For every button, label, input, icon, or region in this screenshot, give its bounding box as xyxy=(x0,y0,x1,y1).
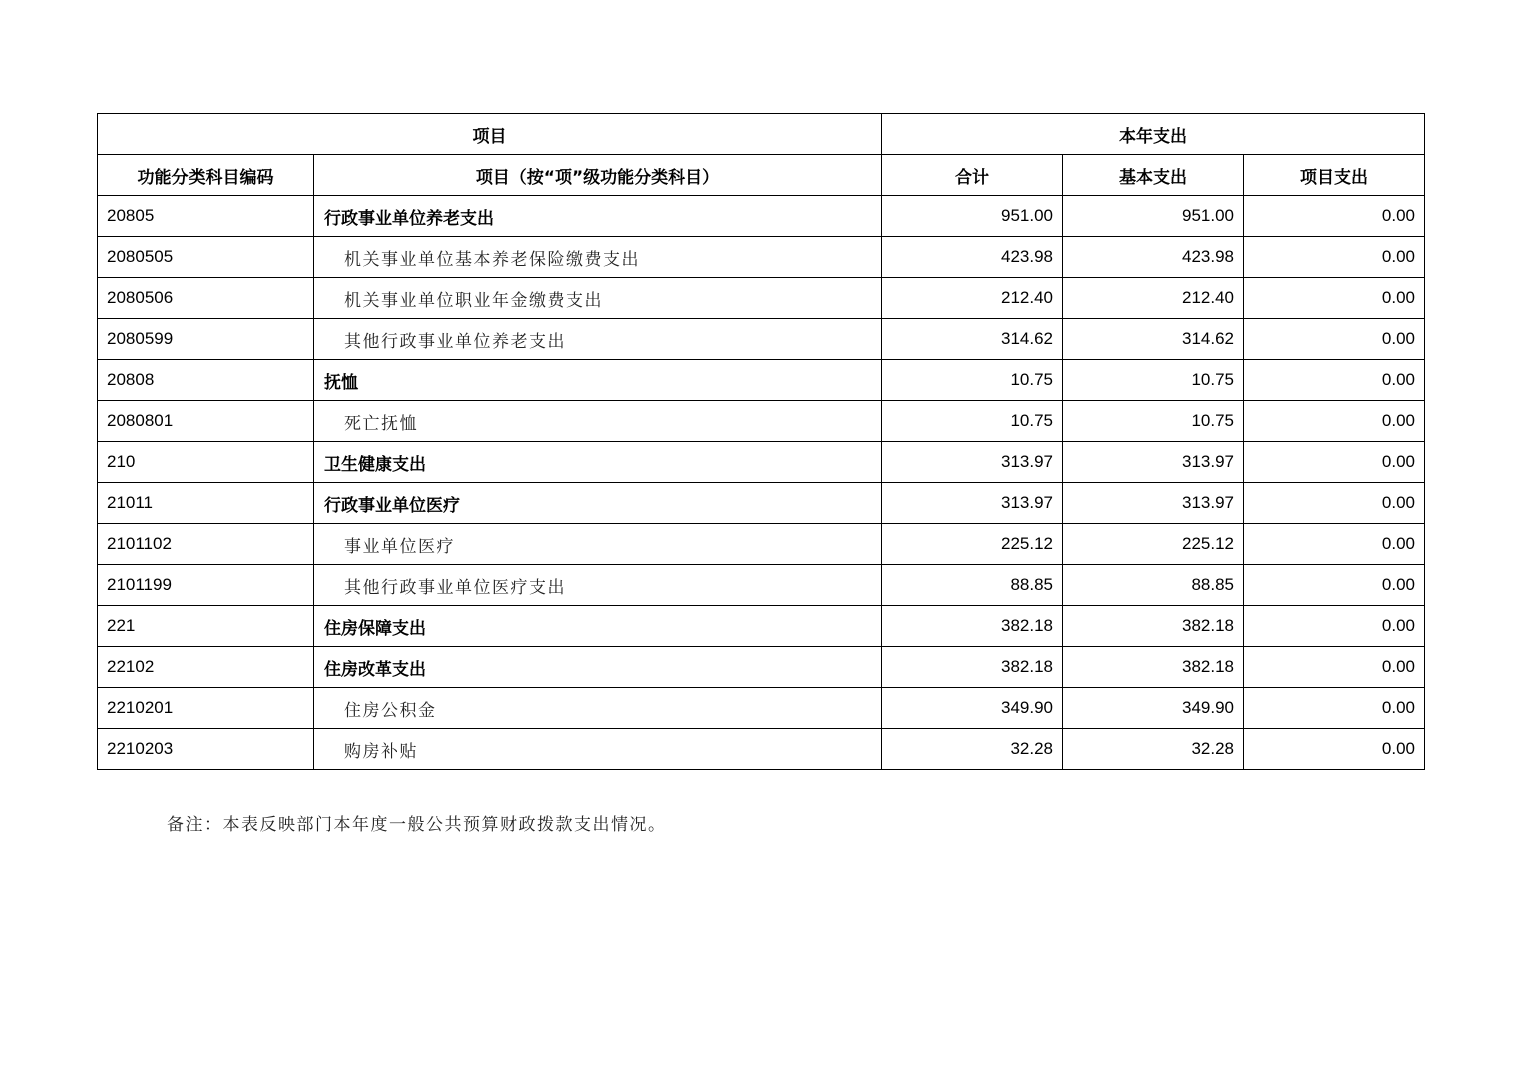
header-basic: 基本支出 xyxy=(1063,155,1244,196)
table-row xyxy=(98,524,1425,565)
row-project: 0.00 xyxy=(1244,688,1425,729)
row-total: 10.75 xyxy=(882,360,1063,401)
row-code: 2210203 xyxy=(98,729,314,770)
table-row xyxy=(98,606,1425,647)
row-basic: 349.90 xyxy=(1063,688,1244,729)
table-header-row-top xyxy=(98,114,1425,155)
budget-table-container xyxy=(97,113,1424,770)
row-project: 0.00 xyxy=(1244,442,1425,483)
row-item-name: 事业单位医疗 xyxy=(314,524,882,565)
row-basic: 423.98 xyxy=(1063,237,1244,278)
row-basic: 382.18 xyxy=(1063,606,1244,647)
table-row xyxy=(98,565,1425,606)
row-project: 0.00 xyxy=(1244,483,1425,524)
table-row xyxy=(98,442,1425,483)
row-total: 225.12 xyxy=(882,524,1063,565)
header-name: 项目（按“项”级功能分类科目） xyxy=(314,155,882,196)
row-item-name: 行政事业单位养老支出 xyxy=(314,196,882,237)
row-item-name: 住房改革支出 xyxy=(314,647,882,688)
row-total: 313.97 xyxy=(882,442,1063,483)
row-basic: 225.12 xyxy=(1063,524,1244,565)
row-basic: 951.00 xyxy=(1063,196,1244,237)
row-total: 382.18 xyxy=(882,647,1063,688)
row-code: 2080505 xyxy=(98,237,314,278)
row-basic: 10.75 xyxy=(1063,401,1244,442)
table-row xyxy=(98,278,1425,319)
row-total: 382.18 xyxy=(882,606,1063,647)
row-total: 314.62 xyxy=(882,319,1063,360)
row-total: 349.90 xyxy=(882,688,1063,729)
header-project: 项目 xyxy=(98,114,882,155)
row-code: 2080506 xyxy=(98,278,314,319)
row-basic: 313.97 xyxy=(1063,442,1244,483)
row-code: 22102 xyxy=(98,647,314,688)
header-project-expense: 项目支出 xyxy=(1244,155,1425,196)
row-basic: 314.62 xyxy=(1063,319,1244,360)
row-code: 21011 xyxy=(98,483,314,524)
table-row xyxy=(98,483,1425,524)
row-project: 0.00 xyxy=(1244,360,1425,401)
row-basic: 212.40 xyxy=(1063,278,1244,319)
row-item-name: 机关事业单位基本养老保险缴费支出 xyxy=(314,237,882,278)
row-basic: 88.85 xyxy=(1063,565,1244,606)
row-code: 2101102 xyxy=(98,524,314,565)
row-project: 0.00 xyxy=(1244,278,1425,319)
row-code: 2080599 xyxy=(98,319,314,360)
row-item-name: 购房补贴 xyxy=(314,729,882,770)
table-row xyxy=(98,196,1425,237)
row-item-name: 卫生健康支出 xyxy=(314,442,882,483)
row-code: 2080801 xyxy=(98,401,314,442)
row-total: 32.28 xyxy=(882,729,1063,770)
row-project: 0.00 xyxy=(1244,647,1425,688)
row-project: 0.00 xyxy=(1244,565,1425,606)
header-total: 合计 xyxy=(882,155,1063,196)
header-code: 功能分类科目编码 xyxy=(98,155,314,196)
row-item-name: 住房公积金 xyxy=(314,688,882,729)
table-header-row-sub xyxy=(98,155,1425,196)
table-row xyxy=(98,688,1425,729)
row-code: 2101199 xyxy=(98,565,314,606)
row-total: 313.97 xyxy=(882,483,1063,524)
table-note: 备注：本表反映部门本年度一般公共预算财政拨款支出情况。 xyxy=(167,815,667,835)
table-row xyxy=(98,237,1425,278)
row-code: 221 xyxy=(98,606,314,647)
row-item-name: 其他行政事业单位医疗支出 xyxy=(314,565,882,606)
row-project: 0.00 xyxy=(1244,319,1425,360)
header-year-expense: 本年支出 xyxy=(882,114,1425,155)
row-project: 0.00 xyxy=(1244,729,1425,770)
row-project: 0.00 xyxy=(1244,606,1425,647)
row-basic: 382.18 xyxy=(1063,647,1244,688)
table-row xyxy=(98,729,1425,770)
table-row xyxy=(98,360,1425,401)
row-total: 212.40 xyxy=(882,278,1063,319)
row-item-name: 抚恤 xyxy=(314,360,882,401)
row-total: 951.00 xyxy=(882,196,1063,237)
table-row xyxy=(98,401,1425,442)
row-code: 210 xyxy=(98,442,314,483)
row-basic: 10.75 xyxy=(1063,360,1244,401)
row-total: 423.98 xyxy=(882,237,1063,278)
table-row xyxy=(98,319,1425,360)
row-item-name: 其他行政事业单位养老支出 xyxy=(314,319,882,360)
row-code: 2210201 xyxy=(98,688,314,729)
row-project: 0.00 xyxy=(1244,524,1425,565)
table-row xyxy=(98,647,1425,688)
row-total: 10.75 xyxy=(882,401,1063,442)
row-item-name: 死亡抚恤 xyxy=(314,401,882,442)
row-item-name: 行政事业单位医疗 xyxy=(314,483,882,524)
row-basic: 313.97 xyxy=(1063,483,1244,524)
row-code: 20808 xyxy=(98,360,314,401)
row-basic: 32.28 xyxy=(1063,729,1244,770)
budget-expense-table xyxy=(97,113,1425,770)
row-project: 0.00 xyxy=(1244,196,1425,237)
row-item-name: 住房保障支出 xyxy=(314,606,882,647)
row-project: 0.00 xyxy=(1244,401,1425,442)
row-code: 20805 xyxy=(98,196,314,237)
row-project: 0.00 xyxy=(1244,237,1425,278)
row-total: 88.85 xyxy=(882,565,1063,606)
row-item-name: 机关事业单位职业年金缴费支出 xyxy=(314,278,882,319)
